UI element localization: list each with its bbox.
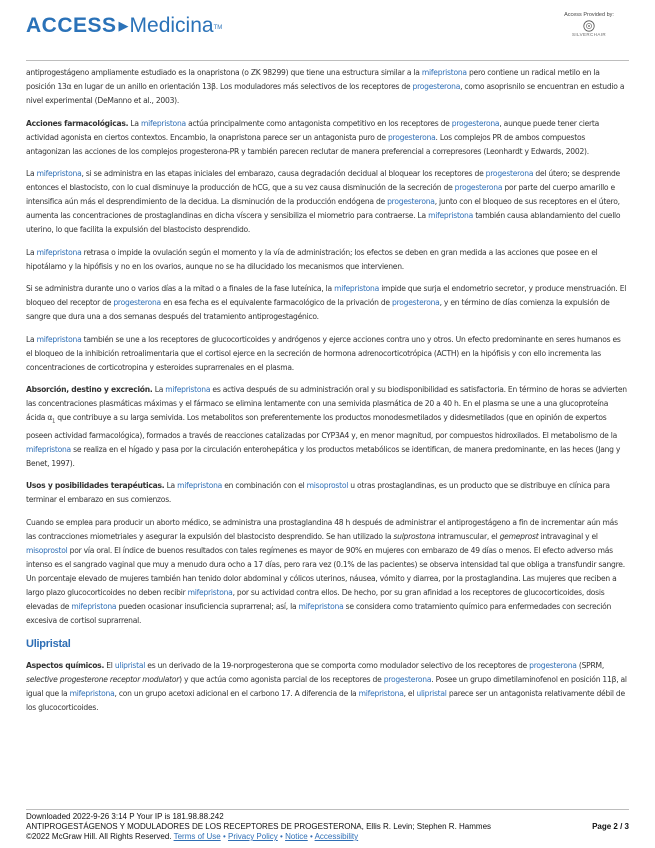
link-mifepristona[interactable]: mifepristona xyxy=(140,118,186,128)
link-mifepristona[interactable]: mifepristona xyxy=(428,211,474,220)
link-progesterona[interactable]: progesterona xyxy=(113,298,161,307)
link-progesterona[interactable]: progesterona xyxy=(383,675,432,685)
logo-trademark: TM xyxy=(213,25,223,31)
accessibility-link[interactable]: Accessibility xyxy=(314,832,359,841)
copyright-text: ©2022 McGraw Hill. All Rights Reserved. xyxy=(26,832,172,841)
link-mifepristona[interactable]: mifepristona xyxy=(334,284,380,293)
link-progesterona[interactable]: progesterona xyxy=(451,118,500,128)
provider-name: SILVERCHAIR xyxy=(571,32,607,37)
link-mifepristona[interactable]: mifepristona xyxy=(26,444,71,454)
heading-aspectos-quimicos: Aspectos químicos. xyxy=(26,661,105,671)
link-misoprostol[interactable]: misoprostol xyxy=(306,481,349,491)
footer-divider xyxy=(26,809,629,810)
link-mifepristona[interactable]: mifepristona xyxy=(421,68,467,77)
chapter-citation: ANTIPROGESTÁGENOS Y MODULADORES DE LOS RECEPTORES DE PROGESTERONA, Ellis R. Levin; Stephen R. Hammes xyxy=(26,822,492,831)
notice-link[interactable]: Notice xyxy=(285,832,308,841)
logo-medicina-text: Medicina xyxy=(129,14,214,37)
link-mifepristona[interactable]: mifepristona xyxy=(36,169,82,178)
link-progesterona[interactable]: progesterona xyxy=(529,661,577,671)
link-mifepristona[interactable]: mifepristona xyxy=(165,385,211,394)
heading-absorcion: Absorción, destino y excreción. xyxy=(26,385,153,394)
link-progesterona[interactable]: progesterona xyxy=(387,197,435,206)
link-separator: • xyxy=(280,832,283,841)
privacy-policy-link[interactable]: Privacy Policy xyxy=(227,832,278,841)
access-provided-by xyxy=(549,12,629,37)
link-mifepristona[interactable]: mifepristona xyxy=(177,481,223,491)
link-progesterona[interactable]: progesterona xyxy=(387,132,436,142)
link-mifepristona[interactable]: mifepristona xyxy=(36,334,82,344)
link-mifepristona[interactable]: mifepristona xyxy=(358,689,404,699)
page-footer xyxy=(26,812,629,842)
section-title-ulipristal: Ulipristal xyxy=(26,638,71,651)
link-progesterona[interactable]: progesterona xyxy=(412,82,461,91)
link-mifepristona[interactable]: mifepristona xyxy=(298,601,344,611)
article-body xyxy=(26,66,629,724)
logo-access-text: ACCESS xyxy=(26,14,117,37)
download-info: Downloaded 2022-9-26 3:14 P Your IP is 181.98.88.242 xyxy=(26,812,224,821)
link-ulipristal[interactable]: ulipristal xyxy=(114,661,146,671)
link-progesterona[interactable]: progesterona xyxy=(392,298,440,307)
paragraph-fase-lutenica: Si se administra durante uno o varios días a la mitad o a finales de la fase luteínica, la mifepristona impide que surja el endometrio secretor, y produce menstruación. El bloqueo del receptor de progesterona en esa fecha es el equivalente farmacológico de la privación de progesterona, y en término de días comienza la expulsión de sangre que dura una a dos semanas después del tratamiento antiprogestagénico. xyxy=(26,284,627,321)
heading-usos-terapeuticos: Usos y posibilidades terapéuticas. xyxy=(26,481,165,491)
paragraph-absorcion: Absorción, destino y excreción. La mifepristona es activa después de su administración oral y su biodisponibilidad es satisfactoria. En término de horas se advierten las concentraciones plasmáticas máximas y el fármaco se elimina lentamente con una semivida plasmática de 20 a 40 h. En el plasma se une a una glucoproteína ácida $\alpha_1$ que contribuye a su larga semivida. Los metabolitos son preferentemente los productos monodesmetilados y didesmetilados (que en opinión de expertos poseen actividad farmacológica), formados a través de reacciones catalizadas por CYP3A4 y, en menor magnitud, por compuestos hidroxilados. El metabolismo de la mifepristona se realiza en el hígado y pasa por la circulación enterohepática y los productos metabólicos se identifican, de manera predominante, en las heces (Jang y Benet, 1997). xyxy=(26,385,627,468)
link-progesterona[interactable]: progesterona xyxy=(454,183,503,192)
logo-arrow-icon: ▶ xyxy=(118,18,129,33)
paragraph-embarazo: La mifepristona, si se administra en las etapas iniciales del embarazo, causa degradación decidual al bloquear los receptores de progesterona del útero; se desprende entonces el blastocisto, con lo cual disminuye la producción de hCG, que a su vez causa disminución de la secreción de progesterona por parte del cuerpo amarillo e intensifica aún más el desprendimiento de la decidua. La disminución de la producción endógena de progesterona, junto con el bloqueo de sus receptores en el útero, aumenta las concentraciones de prostaglandinas en dicha víscera y sensibiliza el miometrio para contraerse. La mifepristona también causa ablandamiento del cuello uterino, lo que facilita la expulsión del blastocisto desprendido. xyxy=(26,169,621,234)
link-mifepristona[interactable]: mifepristona xyxy=(69,689,115,699)
footer-legal-row xyxy=(26,832,629,842)
paragraph-intro: antiprogestágeno ampliamente estudiado es la onapristona (o ZK 98299) que tiene una estructura similar a la mifepristona pero contiene un radical metilo en la posición 13α en lugar de un anillo en orientación 13β. Los moduladores más selectivos de los receptores de progesterona, como asoprisnilo se encuentran en estudio a nivel experimental (DeManno et al., 2003). xyxy=(26,68,625,105)
link-ulipristal[interactable]: ulipristal xyxy=(416,689,447,699)
provided-by-label: Access Provided by: xyxy=(564,12,614,18)
accessmedicina-logo[interactable] xyxy=(26,14,222,40)
paragraph-aborto-medico: Cuando se emplea para producir un aborto médico, se administra una prostaglandina 48 h después de administrar el antiprogestágeno a fin de incrementar aún más las contracciones miometriales y asegurar la expulsión del blastocisto desprendido. Se han utilizado la sulprostona intramuscular, el gemeprost intravaginal y el misoprostol por vía oral. El índice de buenos resultados con tales regímenes es mayor de 90% en mujeres con embarazo de 49 días o menos. El efecto adverso más intenso es el sangrado vaginal que muy a menudo dura ocho a 17 días, pero rara vez (0.1% de las pacientes) se observa intensidad tal que obliga a transfundir sangre. Un porcentaje elevado de mujeres también han tenido dolor abdominal y cólicos uterinos, náusea, vómito y diarrea, por la prostaglandina. Las mujeres que reciben a largo plazo glucocorticoides no deben recibir mifepristona, por su actividad contra ellos. De hecho, por su gran afinidad a los receptores de glucocorticoides, dosis elevadas de mifepristona pueden ocasionar insuficiencia suprarrenal; así, la mifepristona se considera como tratamiento químico para enfermedades con secreción excesiva de cortisol suprarrenal. xyxy=(26,517,625,625)
paragraph-ovulacion: La mifepristona retrasa o impide la ovulación según el momento y la vía de administración; los efectos se deben en gran medida a las acciones que posee en el hipotálamo y la hipófisis y no en los ovarios, aunque no se ha dilucidado los mecanismos que intervienen. xyxy=(26,247,598,271)
link-mifepristona[interactable]: mifepristona xyxy=(71,601,117,611)
link-separator: • xyxy=(309,832,313,841)
page-number: Page 2 / 3 xyxy=(592,822,629,831)
page-header xyxy=(0,0,655,60)
link-mifepristona[interactable]: mifepristona xyxy=(36,247,82,257)
paragraph-acciones: Acciones farmacológicas. La mifepristona actúa principalmente como antagonista competitivo en los receptores de progesterona, aunque puede tener cierta actividad agonista en ciertos contextos. Encambio, la onapristona parece ser un antagonista puro de progesterona. Los complejos PR de ambos compuestos antagonizan las acciones de los complejos progesterona-PR y también parecen reclutar de manera preferencial a correpresores (Leonhardt y Edwards, 2002). xyxy=(26,118,600,156)
heading-acciones-farmacologicas: Acciones farmacológicas. xyxy=(26,118,129,128)
paragraph-aspectos-quimicos: Aspectos químicos. El ulipristal es un derivado de la 19-norprogesterona que se comporta como modulador selectivo de los receptores de progesterona (SPRM, selective progesterone receptor modulator) y que actúa como agonista parcial de los receptores de progesterona. Posee un grupo dimetilaminofenol en posición 11β, al igual que la mifepristona, con un grupo acetoxi adicional en el carbono 17. A diferencia de la mifepristona, el ulipristal parece ser un antagonista relativamente débil de los glucocorticoides. xyxy=(26,661,627,713)
terms-of-use-link[interactable]: Terms of Use xyxy=(173,832,221,841)
link-mifepristona[interactable]: mifepristona xyxy=(187,587,233,597)
link-progesterona[interactable]: progesterona xyxy=(485,169,534,178)
paragraph-usos: Usos y posibilidades terapéuticas. La mifepristona en combinación con el misoprostol u otras prostaglandinas, es un producto que se distribuye en clínica para terminar el embarazo en sus comienzos. xyxy=(26,481,610,505)
institution-seal-icon xyxy=(583,20,595,32)
link-misoprostol[interactable]: misoprostol xyxy=(26,545,68,555)
link-separator: • xyxy=(222,832,226,841)
paragraph-glucocorticoides: La mifepristona también se une a los receptores de glucocorticoides y andrógenos y ejerce acciones contra uno y otros. Un efecto predominante en seres humanos es el bloqueo de la inhibición retroalimentaria que el cortisol ejerce en la secreción de hormona adrenocorticotrópica (ACTH) en la hipófisis y con ello incrementa las concentraciones de corticotropina y esteroides suprarrenales en el plasma. xyxy=(26,334,621,372)
header-divider xyxy=(26,60,629,61)
